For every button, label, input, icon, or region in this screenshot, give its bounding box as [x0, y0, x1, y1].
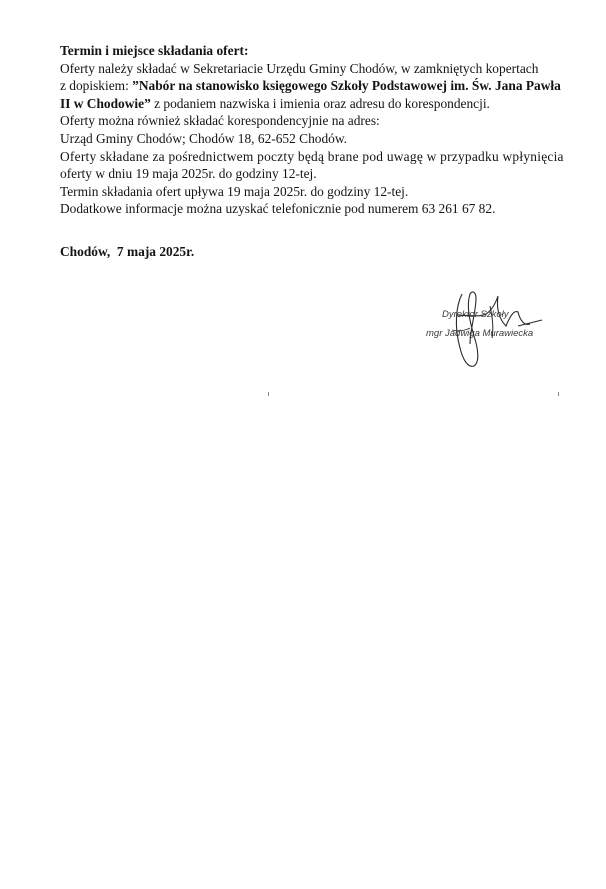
scan-artifact [558, 392, 559, 396]
section-heading: Termin i miejsce składania ofert: [60, 43, 249, 58]
text-line-4: Oferty można również składać korespondencyjnie na adres: [60, 113, 380, 129]
annotation-title-part1: ”Nabór na stanowisko księgowego Szkoły Podstawowej im. Św. Jana Pawła [132, 78, 561, 94]
annotation-rest: z podaniem nazwiska i imienia oraz adresu do korespondencji. [150, 95, 490, 111]
signature-stamp [426, 286, 550, 386]
text-line-9: Dodatkowe informacje można uzyskać telefonicznie pod numerem 63 261 67 82. [60, 201, 496, 217]
place-and-date: Chodów, 7 maja 2025r. [60, 244, 195, 259]
signatory-name: mgr Jadwiga Murawiecka [426, 328, 534, 339]
text-line-3 [60, 95, 552, 113]
annotation-title-part2: II w Chodowie” [60, 95, 151, 111]
signatory-title: Dyrektor Szkoły [442, 309, 509, 320]
text-line-1: Oferty należy składać w Sekretariacie Urzędu Gminy Chodów, w zamkniętych kopertach [60, 60, 539, 76]
offer-submission-section [60, 42, 564, 218]
annotation-prefix: z dopiskiem: [60, 78, 133, 94]
text-line-2 [60, 77, 561, 95]
text-line-8: Termin składania ofert upływa 19 maja 2025r. do godziny 12-tej. [60, 183, 409, 199]
scan-artifact [268, 392, 269, 396]
text-line-5: Urząd Gminy Chodów; Chodów 18, 62-652 Chodów. [60, 130, 348, 146]
text-line-6: Oferty składane za pośrednictwem poczty będą brane pod uwagę w przypadku wpłynięcia [60, 148, 564, 164]
text-line-7: oferty w dniu 19 maja 2025r. do godziny 12-tej. [60, 166, 317, 182]
